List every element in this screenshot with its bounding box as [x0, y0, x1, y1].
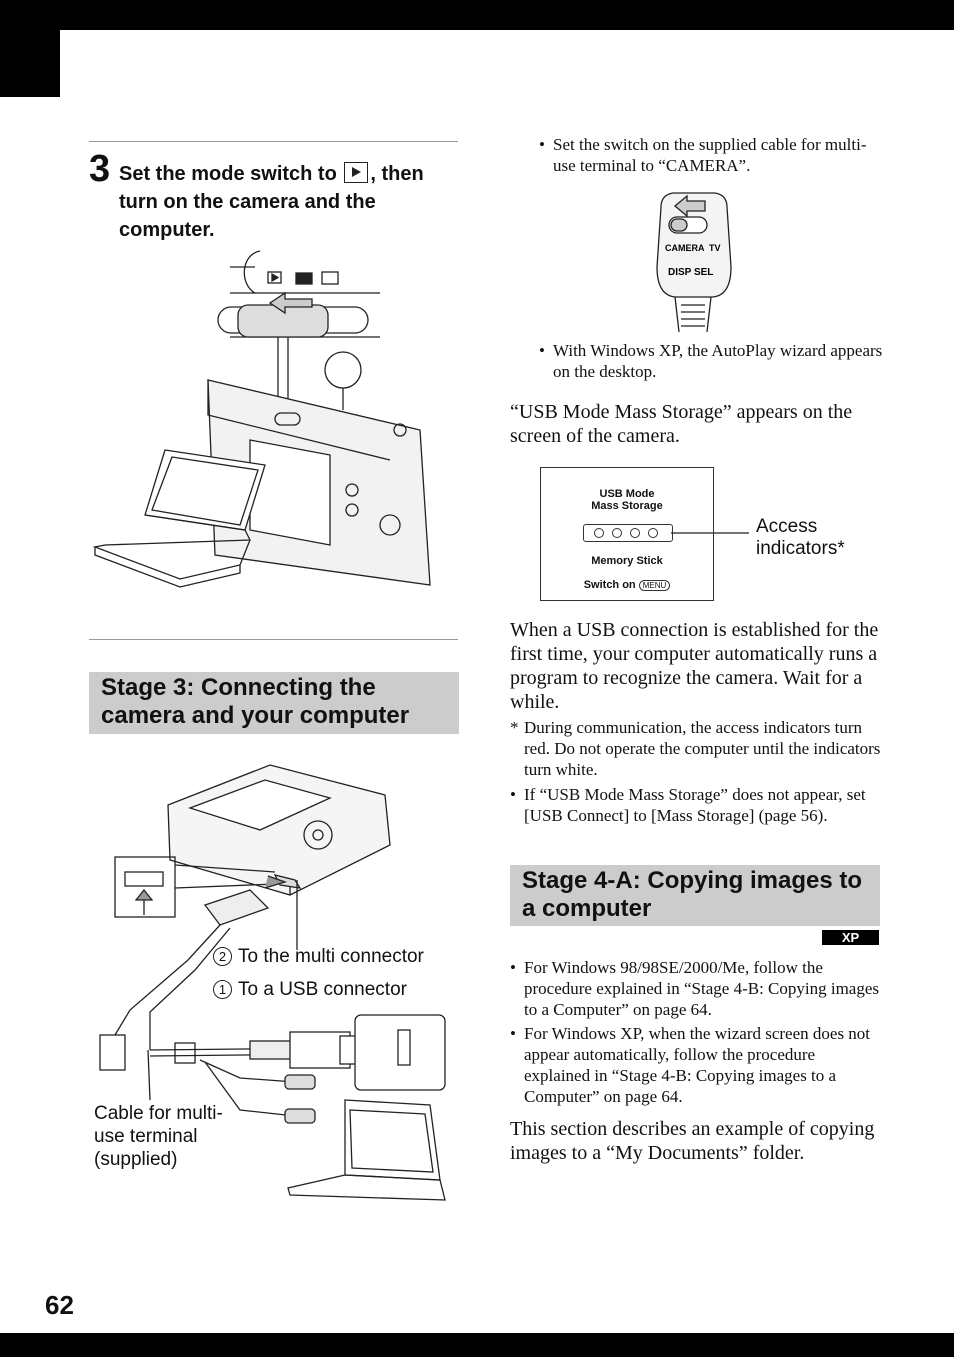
switch-camera-label: CAMERA: [665, 243, 705, 253]
label-cable: Cable for multi-use terminal (supplied): [94, 1103, 223, 1170]
step-text-start: Set the mode switch to: [119, 163, 343, 185]
access-asterisk: *: [837, 538, 845, 559]
usb-mode-paragraph: “USB Mode Mass Storage” appears on the screen of the camera.: [510, 401, 853, 447]
page-number: 62: [45, 1290, 74, 1320]
stage3-heading: Stage 3: Connecting the camera and your computer: [89, 672, 459, 734]
stage4a-heading: Stage 4-A: Copying images to a computer: [510, 865, 880, 926]
label-usb-text: To a USB connector: [238, 979, 407, 1000]
access-label-text: Access indicators: [756, 516, 838, 559]
step-text-end: , then turn on the camera and the computer.: [119, 163, 424, 241]
step-number: 3: [89, 148, 111, 190]
bullet-winxp-text: For Windows XP, when the wizard screen does not appear automatically, follow the procedure explained in “Stage 4-B: Copying images to a Computer” on page 64.: [524, 1024, 871, 1106]
footnote-asterisk: *: [510, 718, 519, 737]
label-usb-connector: [213, 978, 407, 1001]
bullet-mass-text: If “USB Mode Mass Storage” does not appear, set [USB Connect] to [Mass Storage] (page 56).: [524, 785, 866, 825]
bullet-autoplay-text: With Windows XP, the AutoPlay wizard appears on the desktop.: [553, 341, 883, 381]
footnote-communication: [510, 717, 884, 780]
step-instruction: [119, 160, 449, 244]
section-paragraph: This section describes an example of copying images to a “My Documents” folder.: [510, 1118, 875, 1164]
screen-switch-on: [541, 579, 713, 592]
header-bar: [0, 0, 954, 30]
divider: [89, 141, 458, 142]
label-multi-text: To the multi connector: [238, 946, 424, 967]
bullet-win98: • For Windows 98/98SE/2000/Me, follow the procedure explained in “Stage 4-B: Copying images to a Computer” on page 64.: [510, 958, 880, 1019]
access-indicator-bar: [583, 524, 673, 542]
bullet-switch-camera: • Set the switch on the supplied cable for multi-use terminal to “CAMERA”.: [539, 135, 867, 175]
switch-disp-label: DISP SEL: [668, 267, 714, 278]
switch-tv-label: TV: [709, 243, 721, 253]
indicator-dot: [612, 528, 622, 538]
connection-paragraph: When a USB connection is established for the first time, your computer automatically runs a program to recognize the camera. Wait for a while.: [510, 619, 879, 713]
access-indicators-label: [756, 516, 866, 560]
access-leader-line: [671, 530, 751, 536]
label-multi-connector: [213, 945, 424, 968]
indicator-dot: [648, 528, 658, 538]
bullet-mass-storage: • If “USB Mode Mass Storage” does not appear, set [USB Connect] to [Mass Storage] (page 56).: [510, 785, 866, 825]
playback-mode-icon: [344, 162, 368, 183]
menu-key-icon: MENU: [639, 580, 671, 591]
bullet-winxp-wizard: • For Windows XP, when the wizard screen does not appear automatically, follow the procedure explained in “Stage 4-B: Copying images to a Computer” on page 64.: [510, 1024, 871, 1106]
bullet-switch-text: Set the switch on the supplied cable for multi-use terminal to “CAMERA”.: [553, 135, 867, 175]
indicator-dot: [594, 528, 604, 538]
step-1-marker: 1: [213, 980, 232, 999]
divider: [89, 639, 458, 640]
header-tab-block: [0, 0, 60, 97]
footnote-text: During communication, the access indicators turn red. Do not operate the computer until the indicators turn white.: [524, 718, 881, 779]
cable-switch-illustration: [653, 187, 737, 332]
screen-memory-stick: Memory Stick: [591, 555, 663, 567]
switch-on-text: Switch on: [583, 579, 636, 591]
indicator-dot: [630, 528, 640, 538]
footer-bar: [0, 1333, 954, 1357]
step-2-marker: 2: [213, 947, 232, 966]
bullet-autoplay: • With Windows XP, the AutoPlay wizard appears on the desktop.: [539, 341, 883, 381]
screen-usb-mode: USB Mode: [599, 488, 655, 500]
screen-mass-storage: Mass Storage: [591, 500, 663, 512]
bullet-win98-text: For Windows 98/98SE/2000/Me, follow the procedure explained in “Stage 4-B: Copying images to a Computer” on page 64.: [524, 958, 880, 1019]
mode-switch-illustration: [90, 245, 440, 590]
xp-badge: XP: [822, 930, 879, 945]
